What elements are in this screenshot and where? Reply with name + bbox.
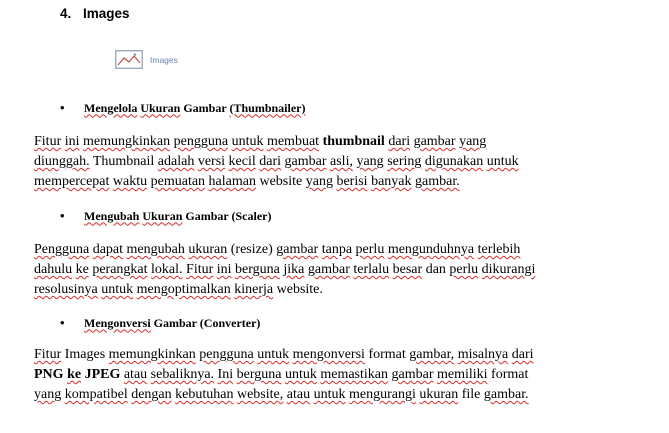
paragraph-scaler <box>34 240 594 300</box>
paragraph-line: diunggah. Thumbnail adalah versi kecil dari gambar asli, yang sering digunakan untuk <box>34 154 519 169</box>
section-heading <box>60 6 130 21</box>
paragraph-line: Pengguna dapat mengubah ukuran (resize) gambar tanpa perlu mengunduhnya terlebih <box>34 242 521 257</box>
bullet-item-thumbnailer <box>60 100 305 116</box>
paragraph-line: resolusinya untuk mengoptimalkan kinerja website. <box>34 282 323 297</box>
paragraph-line: Fitur ini memungkinkan pengguna untuk membuat thumbnail dari gambar yang <box>34 134 487 149</box>
bullet-item-scaler <box>60 208 271 224</box>
bullet-dot-icon: • <box>60 315 65 330</box>
bullet-title: Mengonversi Gambar (Converter) <box>84 315 261 330</box>
bullet-title: Mengelola Ukuran Gambar (Thumbnailer) <box>84 100 306 115</box>
figure-caption: Images <box>150 54 178 65</box>
paragraph-line: dahulu ke perangkat lokal. Fitur ini berguna jika gambar terlalu besar dan perlu dikurangi <box>34 262 536 277</box>
section-number: 4. <box>60 6 72 21</box>
section-title: Images <box>83 6 130 21</box>
paragraph-line: Fitur Images memungkinkan pengguna untuk mengonversi format gambar, misalnya dari <box>34 347 534 362</box>
image-figure <box>115 50 178 69</box>
bullet-item-converter <box>60 315 260 331</box>
paragraph-converter <box>34 345 594 405</box>
bullet-dot-icon: • <box>60 208 65 223</box>
paragraph-thumbnailer <box>34 132 594 192</box>
paragraph-line: PNG ke JPEG atau sebaliknya. Ini berguna untuk memastikan gambar memiliki format <box>34 367 529 382</box>
bullet-title: Mengubah Ukuran Gambar (Scaler) <box>84 208 272 223</box>
bullet-dot-icon: • <box>60 100 65 115</box>
image-placeholder-icon <box>115 50 143 69</box>
paragraph-line: mempercepat waktu pemuatan halaman website yang berisi banyak gambar. <box>34 174 460 189</box>
paragraph-line: yang kompatibel dengan kebutuhan website, atau untuk mengurangi ukuran file gambar. <box>34 387 529 402</box>
